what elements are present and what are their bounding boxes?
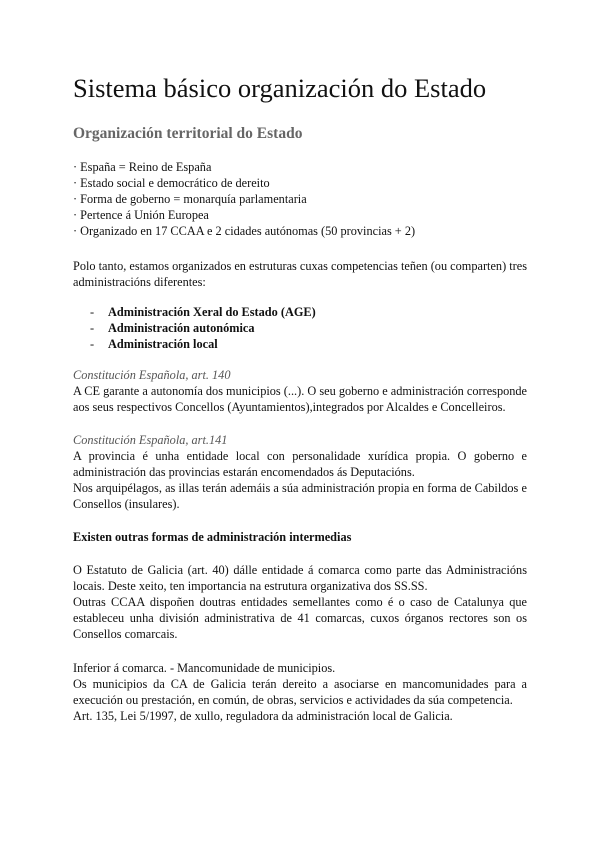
paragraph-line: Art. 135, Lei 5/1997, de xullo, reguladora da administración local de Galicia. [73,709,453,723]
intro-paragraph [73,258,527,290]
list-item [90,320,316,336]
paragraph-line: estableceu unha división administrativa de 41 comarcas, cuxos órganos rectores son os [73,611,527,625]
list-item-label: Administración autonómica [108,321,255,335]
list-dash: - [90,337,95,351]
mancomunidade-paragraph [73,660,527,724]
paragraph-line: administración das provincias estarán encomendados ás Deputacións. [73,465,415,479]
art141-paragraph [73,448,527,512]
list-dash: - [90,321,95,335]
list-item: · España = Reino de España [73,160,212,174]
paragraph-line: Inferior á comarca. - Mancomunidade de municipios. [73,661,336,675]
paragraph-line: Nos arquipélagos, as illas terán ademáis a súa administración propia en forma de Cabildos e [73,481,527,495]
paragraph-line: administracións diferentes: [73,275,206,289]
citation-art140: Constitución Española, art. 140 [73,368,231,382]
paragraph-line: A provincia é unha entidade local con personalidade xurídica propia. O goberno e [73,449,527,463]
paragraph-line: aos seus respectivos Concellos (Ayuntamientos),integrados por Alcaldes e Concelleiros. [73,400,506,414]
paragraph-line: Consellos comarcais. [73,627,178,641]
list-item: · Organizado en 17 CCAA e 2 cidades autónomas (50 provincias + 2) [73,224,416,238]
paragraph-line: A CE garante a autonomía dos municipios (...). O seu goberno e administración corresponde [73,384,527,398]
paragraph-line: Polo tanto, estamos organizados en estruturas cuxas competencias teñen (ou comparten) tres [73,259,527,273]
list-item: · Pertence á Unión Europea [73,208,209,222]
other-forms-heading: Existen outras formas de administración intermedias [73,530,352,544]
list-item [90,304,316,320]
state-facts-list [73,159,415,239]
list-dash: - [90,305,95,319]
administrations-list [90,304,316,352]
paragraph-line: Outras CCAA dispoñen doutras entidades semellantes como é o caso de Catalunya que [73,595,527,609]
paragraph-line: Os municipios da CA de Galicia terán dereito a asociarse en mancomunidades para a [73,677,527,691]
comarca-paragraph [73,562,527,642]
list-item: · Estado social e democrático de dereito [73,176,270,190]
paragraph-line: O Estatuto de Galicia (art. 40) dálle entidade á comarca como parte das Administracións [73,563,527,577]
section-subtitle: Organización territorial do Estado [73,125,303,142]
list-item [90,336,316,352]
paragraph-line: locais. Deste xeito, ten importancia na estrutura organizativa dos SS.SS. [73,579,428,593]
list-item-label: Administración local [108,337,218,351]
citation-art141: Constitución Española, art.141 [73,433,228,447]
art140-paragraph [73,383,527,415]
paragraph-line: Consellos (insulares). [73,497,180,511]
paragraph-line: execución ou prestación, en común, de obras, servicios e actividades da súa competencia. [73,693,513,707]
list-item-label: Administración Xeral do Estado (AGE) [108,305,316,319]
page-title: Sistema básico organización do Estado [73,73,487,103]
list-item: · Forma de goberno = monarquía parlamentaria [73,192,307,206]
